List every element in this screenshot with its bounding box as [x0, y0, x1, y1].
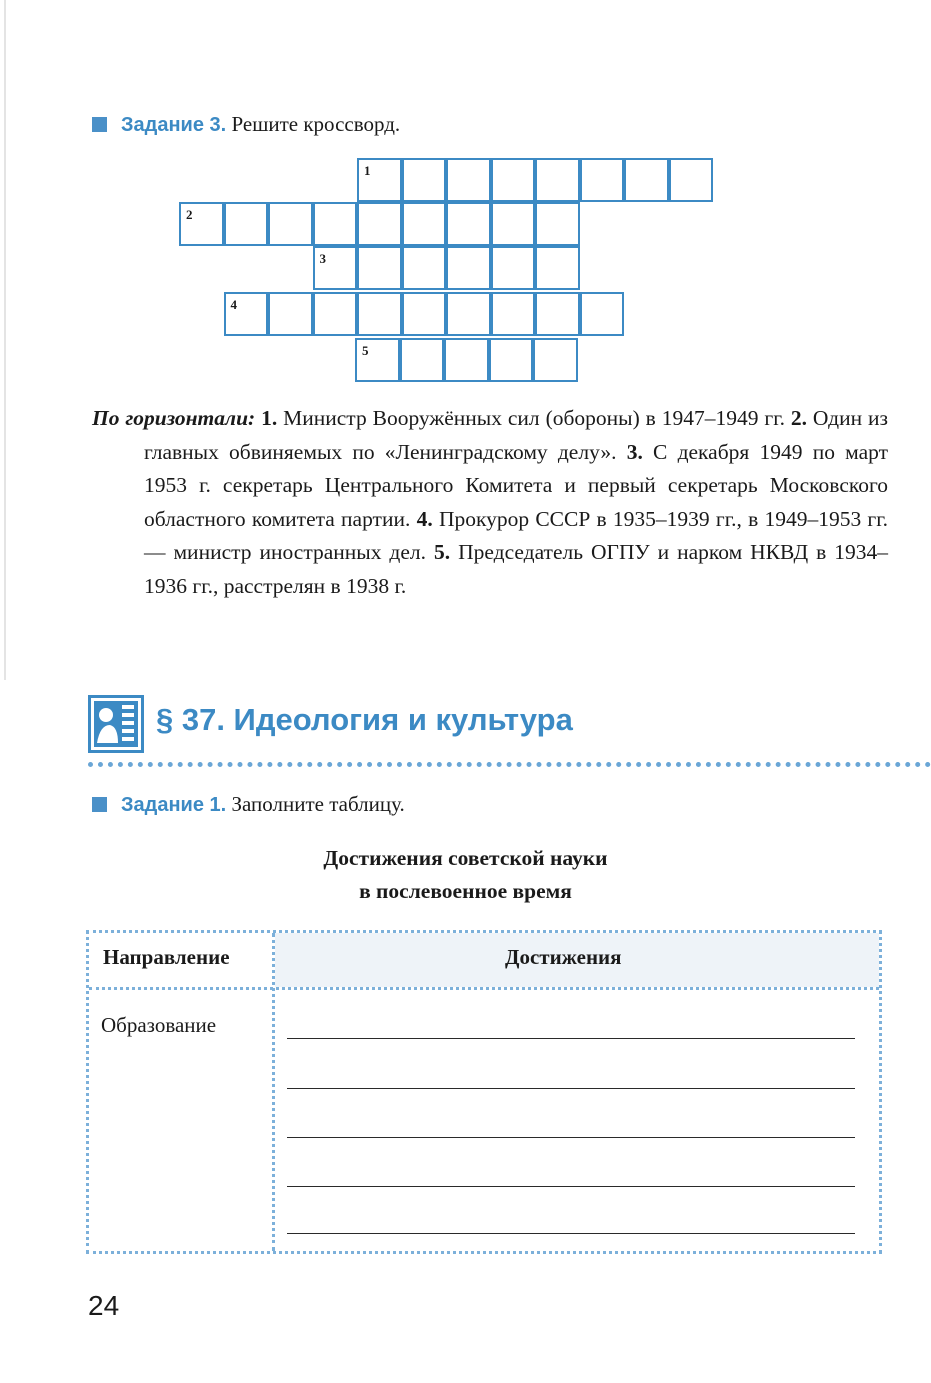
answer-line[interactable] [287, 1038, 855, 1039]
crossword-cell[interactable] [489, 338, 534, 382]
table-title-line: Достижения советской науки [323, 846, 608, 870]
task-1-instruction: Заполните таблицу. [231, 792, 405, 816]
crossword-cell[interactable] [535, 158, 580, 202]
row-direction: Образование [101, 1013, 217, 1037]
crossword-cell[interactable] [313, 246, 358, 290]
clue-text: С декабря 1949 по март 1953 г. секретарь Центрального Комитета и первый секретарь Московского областного комитета партии. [144, 439, 889, 531]
crossword-cell[interactable] [444, 338, 489, 382]
crossword-number: 3 [319, 251, 326, 266]
achievements-table [86, 930, 882, 1254]
crossword-cell[interactable] [313, 292, 358, 336]
task-1-heading [92, 792, 405, 817]
section-title: § 37. Идеология и культура [156, 702, 573, 737]
clues-heading: По горизонтали: [92, 406, 256, 430]
crossword-cell[interactable] [402, 292, 447, 336]
crossword-cell[interactable] [268, 202, 313, 246]
clue-text: Прокурор СССР в 1935–1939 гг., в 1949–1953 гг. — министр иностранных дел. [144, 506, 889, 564]
crossword-cell[interactable] [669, 158, 714, 202]
section-emblem-icon [88, 695, 144, 753]
task-3-heading [92, 112, 400, 137]
crossword-cell[interactable] [224, 202, 269, 246]
answer-line[interactable] [287, 1088, 855, 1089]
crossword-cell[interactable] [624, 158, 669, 202]
crossword-cell[interactable] [491, 292, 536, 336]
crossword-cell[interactable] [446, 246, 491, 290]
section-divider [88, 762, 931, 767]
crossword-cell[interactable] [491, 246, 536, 290]
clue-number: 4. [416, 506, 433, 531]
page-edge [4, 0, 6, 680]
column-divider [272, 933, 275, 1251]
crossword-cell[interactable] [357, 246, 402, 290]
crossword-number: 5 [362, 343, 369, 358]
clue-number: 2. [790, 406, 807, 430]
crossword-cell[interactable] [580, 292, 625, 336]
crossword-cell[interactable] [357, 158, 402, 202]
table-title [0, 842, 931, 908]
clue-text: Министр Вооружённых сил (обороны) в 1947–1949 гг. [283, 406, 785, 430]
table-title-line: в послевоенное время [359, 879, 572, 903]
header-direction: Направление [103, 945, 230, 969]
crossword-cell[interactable] [580, 158, 625, 202]
task-3-label: Задание 3. [121, 114, 227, 136]
crossword-cell[interactable] [533, 338, 578, 382]
crossword-cell[interactable] [535, 246, 580, 290]
crossword-cell[interactable] [357, 292, 402, 336]
crossword-cell[interactable] [179, 202, 224, 246]
crossword-cell[interactable] [313, 202, 358, 246]
crossword-cell[interactable] [446, 292, 491, 336]
answer-line[interactable] [287, 1186, 855, 1187]
crossword-number: 1 [364, 163, 371, 178]
crossword-cell[interactable] [535, 292, 580, 336]
answer-line[interactable] [287, 1137, 855, 1138]
crossword-cell[interactable] [402, 246, 447, 290]
task-3-instruction: Решите кроссворд. [231, 112, 401, 136]
page-number: 24 [88, 1290, 120, 1321]
clue-number: 5. [434, 540, 451, 564]
crossword-cell[interactable] [446, 158, 491, 202]
square-bullet-icon [92, 117, 107, 132]
crossword-number: 2 [186, 207, 193, 222]
clues-horizontal [92, 402, 888, 603]
crossword-cell[interactable] [224, 292, 269, 336]
crossword-cell[interactable] [402, 202, 447, 246]
crossword-cell[interactable] [446, 202, 491, 246]
clue-text: Один из главных обвиняемых по «Ленинградскому делу». [144, 406, 888, 464]
crossword-cell[interactable] [402, 158, 447, 202]
answer-line[interactable] [287, 1233, 855, 1234]
header-achievements: Достижения [505, 945, 622, 969]
crossword-number: 4 [230, 297, 237, 312]
crossword-cell[interactable] [400, 338, 445, 382]
crossword-cell[interactable] [268, 292, 313, 336]
crossword-cell[interactable] [357, 202, 402, 246]
clue-text: Председатель ОГПУ и нарком НКВД в 1934–1936 гг., расстрелян в 1938 г. [144, 540, 889, 598]
crossword-cell[interactable] [535, 202, 580, 246]
crossword-cell[interactable] [491, 202, 536, 246]
clue-number: 1. [261, 406, 278, 430]
square-bullet-icon [92, 797, 107, 812]
clue-number: 3. [626, 439, 643, 464]
crossword-cell[interactable] [355, 338, 400, 382]
task-1-label: Задание 1. [121, 794, 227, 816]
crossword-cell[interactable] [491, 158, 536, 202]
header-divider [89, 987, 879, 990]
